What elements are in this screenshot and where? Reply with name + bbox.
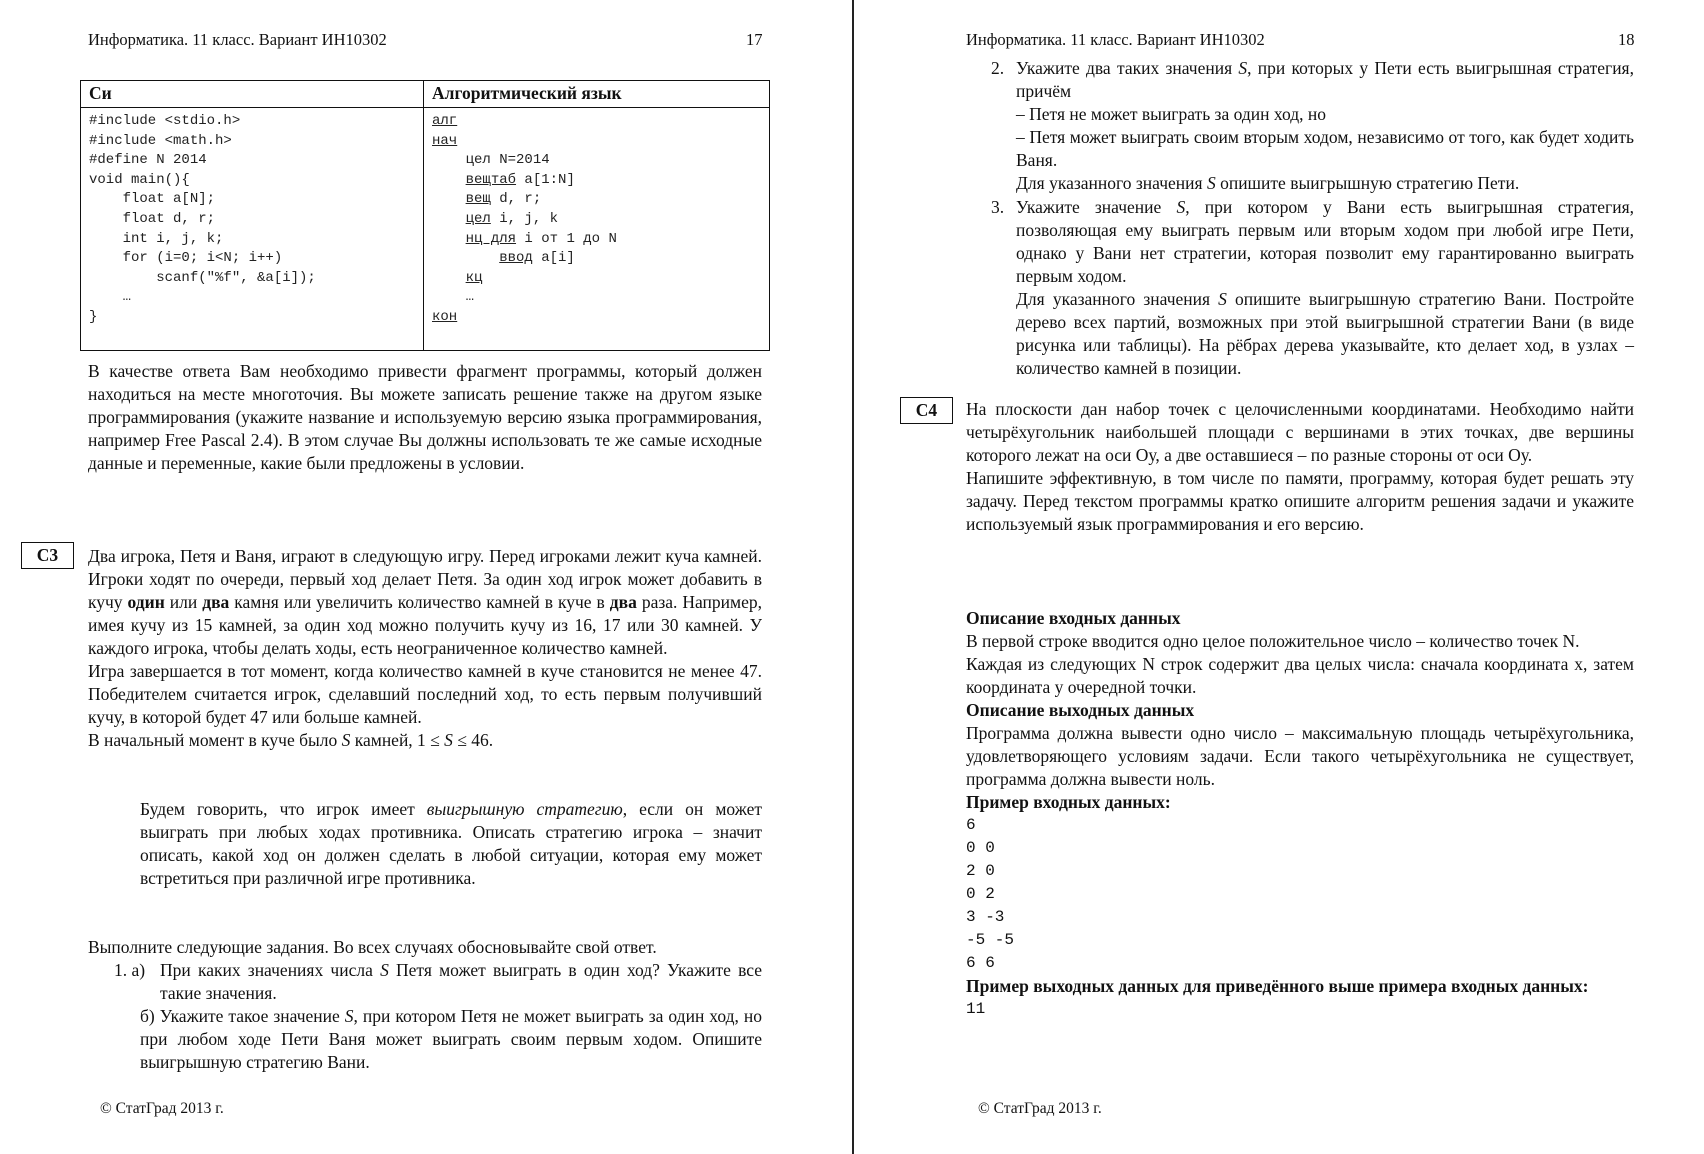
- example-output: 11: [966, 1000, 986, 1018]
- task-1b: б) Укажите такое значение S, при котором Петя не может выиграть за один ход, но при любом ходе Пети Ваня может выиграть своим первым ходом. Опишите выигрышную стратегию Вани.: [140, 1006, 763, 1072]
- example-output-title: Пример выходных данных для приведённого выше примера входных данных:: [966, 976, 1589, 996]
- task-3-number: 3.: [991, 197, 1005, 217]
- input-title: Описание входных данных: [966, 608, 1181, 628]
- input-paragraph-1: В первой строке вводится одно целое положительное число – количество точек N.: [966, 631, 1580, 651]
- task-label-c4: C4: [900, 397, 953, 424]
- example-input-line: -5 -5: [966, 931, 1015, 949]
- task-2-number: 2.: [991, 58, 1005, 78]
- right-page-header: Информатика. 11 класс. Вариант ИН10302: [966, 30, 1265, 49]
- input-paragraph-2: Каждая из следующих N строк содержит два целых числа: сначала координата x, затем координата y очередной точки.: [966, 654, 1634, 697]
- answer-text: В качестве ответа Вам необходимо привести фрагмент программы, который должен находиться на месте многоточия. Вы можете записать решение также на другом языке программирования (укажите название и используемую версию языка программирования, например Free Pascal 2.4). В этом случае Вы должны использовать те же самые исходные данные и переменные, какие были предложены в условии.: [88, 361, 762, 473]
- code-table: [80, 80, 770, 351]
- alg-code-line: кц: [465, 269, 483, 286]
- left-page-number: 17: [746, 30, 763, 49]
- c-code-cell: [81, 108, 424, 351]
- c4-statement: [966, 398, 1634, 536]
- right-footer: © СтатГрад 2013 г.: [978, 1100, 1102, 1117]
- c4-paragraph-1: На плоскости дан набор точек с целочисленными координатами. Необходимо найти четырёхугольник наибольшей площади с вершинами в этих точках, две вершины которого лежат на оси Оу, а две оставшиеся – по разные стороны от оси Оу.: [966, 399, 1634, 465]
- table-header-c: Си: [81, 81, 424, 108]
- right-page: [856, 0, 1704, 1154]
- c-code-line: int i, j, k;: [89, 230, 224, 247]
- alg-code-line: нач: [432, 132, 458, 149]
- c-code-line: for (i=0; i<N; i++): [89, 250, 283, 267]
- alg-code-line: алг: [432, 113, 458, 129]
- c-code-line: float d, r;: [89, 210, 216, 227]
- c3-statement: [88, 545, 762, 752]
- alg-code-line: ввод a[i]: [499, 250, 575, 267]
- example-input-title: Пример входных данных:: [966, 792, 1171, 812]
- c3-paragraph-2: Игра завершается в тот момент, когда количество камней в куче становится не менее 47. Победителем считается игрок, сделавший последний ход, то есть первым получивший кучу, в которой будет 47 или больше камней.: [88, 661, 762, 727]
- task-2: Укажите два таких значения S, при которых у Пети есть выигрышная стратегия, причём – Петя не может выиграть за один ход, но – Петя может выиграть своим вторым ходом, независимо от того, как будет ходить Ваня. Для указанного значения S опишите выигрышную стратегию Пети.: [1016, 58, 1634, 193]
- task-label-c3: C3: [21, 542, 74, 569]
- task-1a-number: 1. а): [114, 960, 146, 980]
- c4-io-section: [966, 607, 1634, 1021]
- c-code-line: #define N 2014: [89, 152, 207, 169]
- right-page-number: 18: [1618, 30, 1635, 49]
- c-code-line: #include <math.h>: [89, 132, 232, 149]
- c-code-line: #include <stdio.h>: [89, 113, 241, 129]
- alg-code-line: цел i, j, k: [465, 210, 559, 227]
- left-page-header: Информатика. 11 класс. Вариант ИН10302: [88, 30, 387, 49]
- task-1a: При каких значениях числа S Петя может выиграть в один ход? Укажите все такие значения.: [160, 960, 762, 1003]
- example-input-line: 6: [966, 816, 976, 834]
- answer-paragraph: [88, 360, 762, 475]
- left-footer: © СтатГрад 2013 г.: [100, 1100, 224, 1117]
- output-paragraph: Программа должна вывести одно число – максимальную площадь четырёхугольника, удовлетворяющего условиям задачи. Если такого четырёхугольника не существует, программа должна вывести ноль.: [966, 723, 1634, 789]
- c3-paragraph-1: Два игрока, Петя и Ваня, играют в следующую игру. Перед игроками лежит куча камней. Игроки ходят по очереди, первый ход делает Петя. За один ход игрок может добавить в кучу один или два камня или увеличить количество камней в куче в два раза. Например, имея кучу из 15 камней, за один ход можно получить кучу из 16, 17 или 30 камней. У каждого игрока, чтобы делать ходы, есть неограниченное количество камней.: [88, 546, 762, 658]
- page-divider: [852, 0, 854, 1154]
- c-code-line: void main(){: [89, 171, 190, 188]
- c-code-line: }: [89, 308, 98, 325]
- alg-code-line: вещтаб a[1:N]: [465, 171, 575, 188]
- example-input-line: 0 0: [966, 839, 995, 857]
- example-input-line: 2 0: [966, 862, 995, 880]
- alg-code-line: вещ d, r;: [465, 191, 542, 208]
- table-header-alg: Алгоритмический язык: [424, 81, 770, 108]
- alg-code-line: нц для i от 1 до N: [465, 230, 617, 247]
- output-title: Описание выходных данных: [966, 700, 1195, 720]
- c3-paragraph-3: В начальный момент в куче было S камней, 1 ≤ S ≤ 46.: [88, 730, 494, 750]
- strategy-definition: Будем говорить, что игрок имеет выигрышную стратегию, если он может выиграть при любых ходах противника. Описать стратегию игрока – значит описать, какой ход он должен сделать в любой ситуации, которая ему может встретиться при различной игре противника.: [140, 799, 762, 888]
- c-code-line: scanf("%f", &a[i]);: [89, 269, 316, 286]
- c-code-line: float a[N];: [89, 191, 216, 208]
- example-input-line: 0 2: [966, 885, 995, 903]
- example-input-line: 3 -3: [966, 908, 1005, 926]
- alg-code-cell: [424, 108, 770, 351]
- c4-paragraph-2: Напишите эффективную, в том числе по памяти, программу, которая будет решать эту задачу. Перед текстом программы кратко опишите алгоритм решения задачи и укажите используемый язык программирования и его версию.: [966, 468, 1634, 534]
- tasks-intro: Выполните следующие задания. Во всех случаях обосновывайте свой ответ.: [88, 937, 657, 957]
- example-input: [966, 814, 1634, 975]
- alg-code-line: кон: [432, 308, 458, 325]
- alg-code-line: цел N=2014: [465, 152, 550, 169]
- c-code-line: …: [89, 289, 132, 306]
- task-3: Укажите значение S, при котором у Вани есть выигрышная стратегия, позволяющая ему выиграть первым или вторым ходом при любой игре Пети, однако у Вани нет стратегии, которая позволит ему гарантированно выиграть первым ходом. Для указанного значения S опишите выигрышную стратегию Вани. Постройте дерево всех партий, возможных при этой выигрышной стратегии Вани (в виде рисунка или таблицы). На рёбрах дерева указывайте, кто делает ход, в узлах – количество камней в позиции.: [1016, 197, 1634, 378]
- alg-code-line: …: [465, 289, 475, 306]
- example-input-line: 6 6: [966, 954, 995, 972]
